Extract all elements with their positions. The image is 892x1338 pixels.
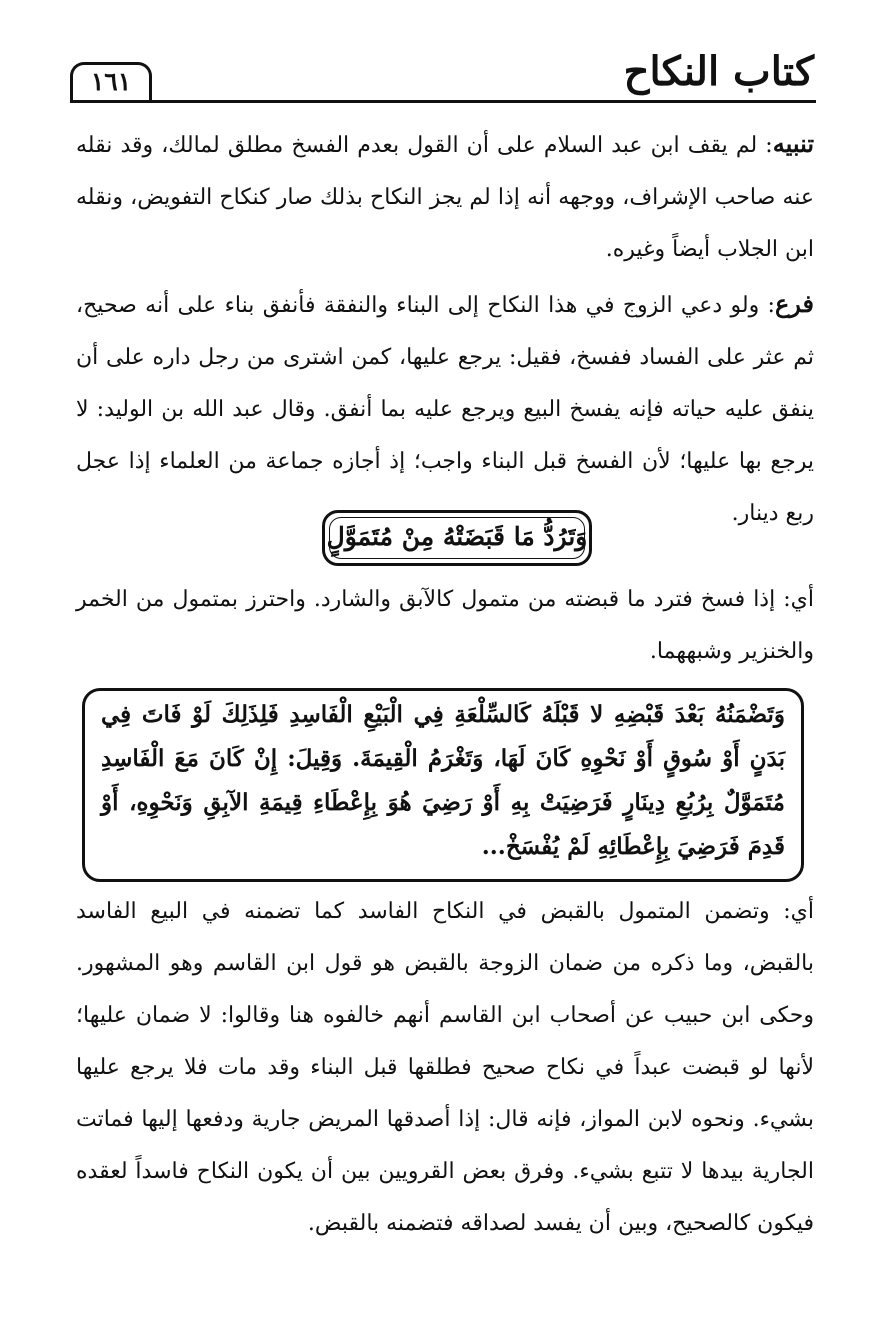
paragraph-commentary-1: أي: إذا فسخ فترد ما قبضته من متمول كالآبق والشارد. واحترز بمتمول من الخمر والخنزير وشبههما. (76, 587, 814, 664)
header-rule (70, 100, 816, 103)
far-text: : ولو دعي الزوج في هذا النكاح إلى البناء والنفقة فأنفق بناء على أنه صحيح، ثم عثر على الفساد ففسخ، فقيل: يرجع عليها، كمن اشترى من رجل داره على أن ينفق عليه حياته فإنه يفسخ البيع ويرجع عليه بما أنفق. وقال عبد الله بن الوليد: لا يرجع بها عليها؛ لأن الفسخ قبل البناء واجب؛ إذ أجازه جماعة من العلماء إذا عجل ربع دينار. (76, 293, 814, 526)
page-number: ١٦١ (70, 62, 152, 100)
tanbih-text: : لم يقف ابن عبد السلام على أن القول بعدم الفسخ مطلق لمالك، وقد نقله عنه صاحب الإشراف، ووجهه أنه إذا لم يجز النكاح بذلك صار كنكاح التفويض، ونقله ابن الجلاب أيضاً وغيره. (76, 133, 814, 262)
matn-box-short: وَتَرُدُّ مَا قَبَضَتْهُ مِنْ مُتَمَوَّلٍ (322, 510, 592, 566)
paragraph-far (76, 278, 814, 540)
tanbih-heading: تنبيه (772, 129, 814, 158)
paragraph-commentary-2: أي: وتضمن المتمول بالقبض في النكاح الفاسد كما تضمنه في البيع الفاسد بالقبض، وما ذكره من ضمان الزوجة بالقبض هو قول ابن القاسم وهو المشهور. وحكى ابن حبيب عن أصحاب ابن القاسم أنهم خالفوه هنا وقالوا: لا ضمان عليها؛ لأنها لو قبضت عبداً في نكاح صحيح فطلقها قبل البناء وقد مات فلا يرجع عليها بشيء. ونحوه لابن المواز، فإنه قال: إذا أصدقها المريض جارية ودفعها إليها فماتت الجارية بيدها لا تتبع بشيء. وفرق بعض القرويين بين أن يكون النكاح فاسداً لعقده فيكون كالصحيح، وبين أن يفسد لصداقه فتضمنه بالقبض. (76, 899, 814, 1236)
paragraph-tanbih (76, 118, 814, 276)
chapter-title: كتاب النكاح (623, 48, 814, 95)
matn-box-long: وَتَضْمَنُهُ بَعْدَ قَبْضِهِ لا قَبْلَهُ كَالسِّلْعَةِ فِي الْبَيْعِ الْفَاسِدِ فَلِذَلِكَ لَوْ فَاتَ فِي بَدَنٍ أَوْ سُوقٍ أَوْ نَحْوِهِ كَانَ لَهَا، وَتَغْرَمُ الْقِيمَةَ. وَقِيلَ: إِنْ كَانَ مَعَ الْفَاسِدِ مُتَمَوَّلٌ بِرُبُعِ دِينَارٍ فَرَضِيَتْ بِهِ أَوْ رَضِيَ هُوَ بِإِعْطَاءِ قِيمَةِ الآبِقِ وَنَحْوِهِ، أَوْ قَدِمَ فَرَضِيَ بِإِعْطَائِهِ لَمْ يُفْسَخْ... (82, 688, 804, 882)
far-heading: فرع (774, 289, 814, 318)
